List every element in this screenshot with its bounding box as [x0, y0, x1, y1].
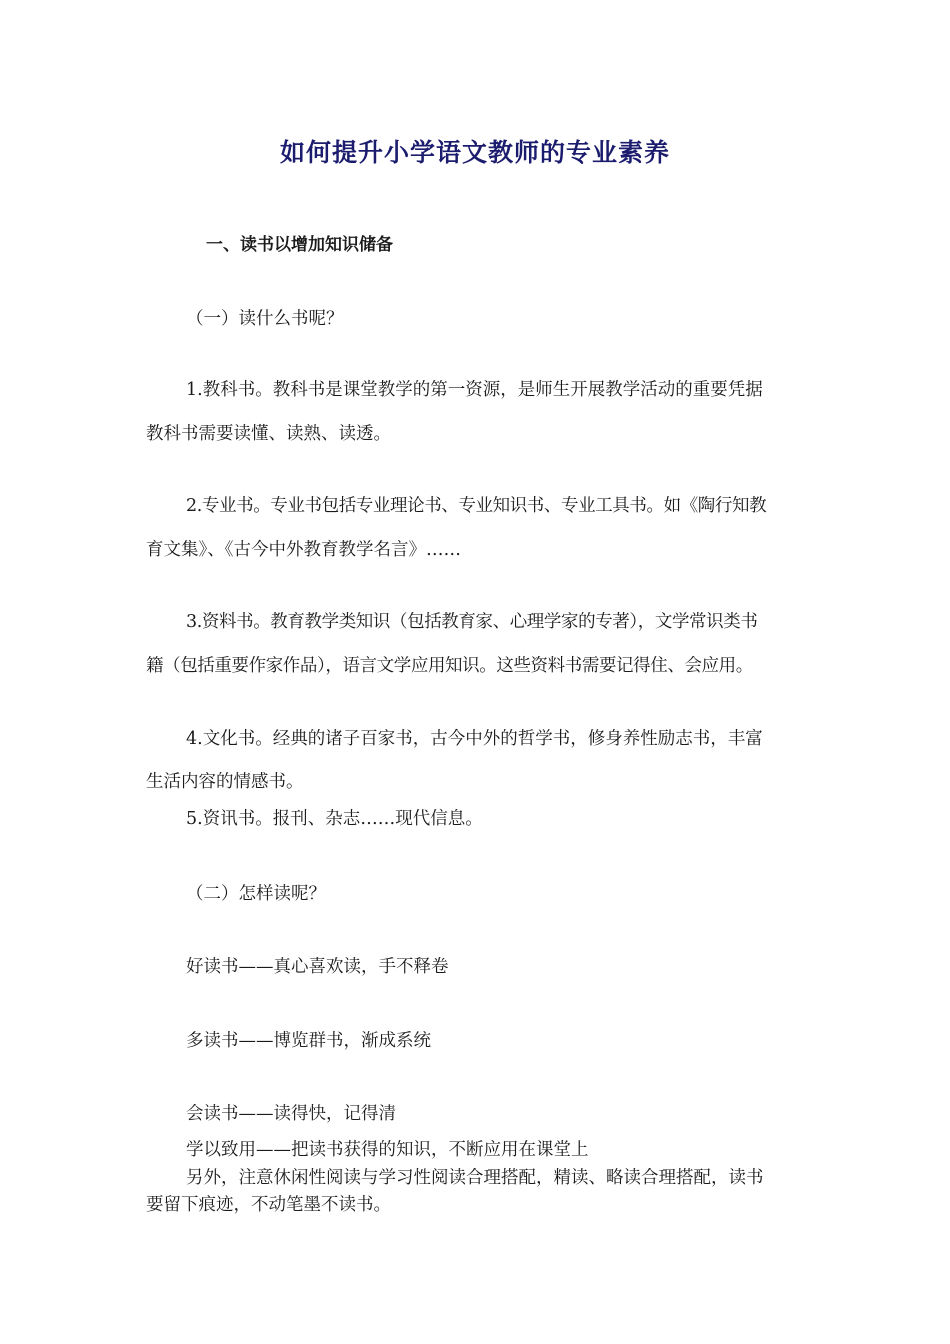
paragraph-line: 3.资料书。教育教学类知识（包括教育家、心理学家的专著），文学常识类书 [186, 612, 758, 632]
paragraph-line: 要留下痕迹，不动笔墨不读书。 [146, 1195, 391, 1215]
paragraph-line: 生活内容的情感书。 [146, 772, 304, 792]
paragraph-line: 5.资讯书。报刊、杂志……现代信息。 [186, 809, 483, 829]
paragraph-line: 2.专业书。专业书包括专业理论书、专业知识书、专业工具书。如《陶行知教 [186, 496, 767, 516]
subsection-heading: （二）怎样读呢？ [186, 884, 326, 904]
section-heading: 一、读书以增加知识储备 [206, 235, 393, 255]
document-title: 如何提升小学语文教师的专业素养 [279, 138, 670, 167]
paragraph-line: 学以致用——把读书获得的知识，不断应用在课堂上 [186, 1140, 589, 1160]
paragraph-line: 另外，注意休闲性阅读与学习性阅读合理搭配，精读、略读合理搭配，读书 [186, 1168, 764, 1188]
paragraph-line: 育文集》、《古今中外教育教学名言》…… [146, 540, 461, 560]
paragraph-line: 多读书——博览群书，渐成系统 [186, 1031, 431, 1051]
paragraph-line: 1.教科书。教科书是课堂教学的第一资源，是师生开展教学活动的重要凭据 [186, 380, 763, 400]
paragraph-line: 会读书——读得快，记得清 [186, 1104, 396, 1124]
subsection-heading: （一）读什么书呢？ [186, 309, 344, 329]
paragraph-line: 好读书——真心喜欢读，手不释卷 [186, 957, 449, 977]
paragraph-line: 籍（包括重要作家作品），语言文学应用知识。这些资料书需要记得住、会应用。 [146, 656, 753, 676]
paragraph-line: 4.文化书。经典的诸子百家书，古今中外的哲学书，修身养性励志书，丰富 [186, 729, 763, 749]
paragraph-line: 教科书需要读懂、读熟、读透。 [146, 424, 391, 444]
